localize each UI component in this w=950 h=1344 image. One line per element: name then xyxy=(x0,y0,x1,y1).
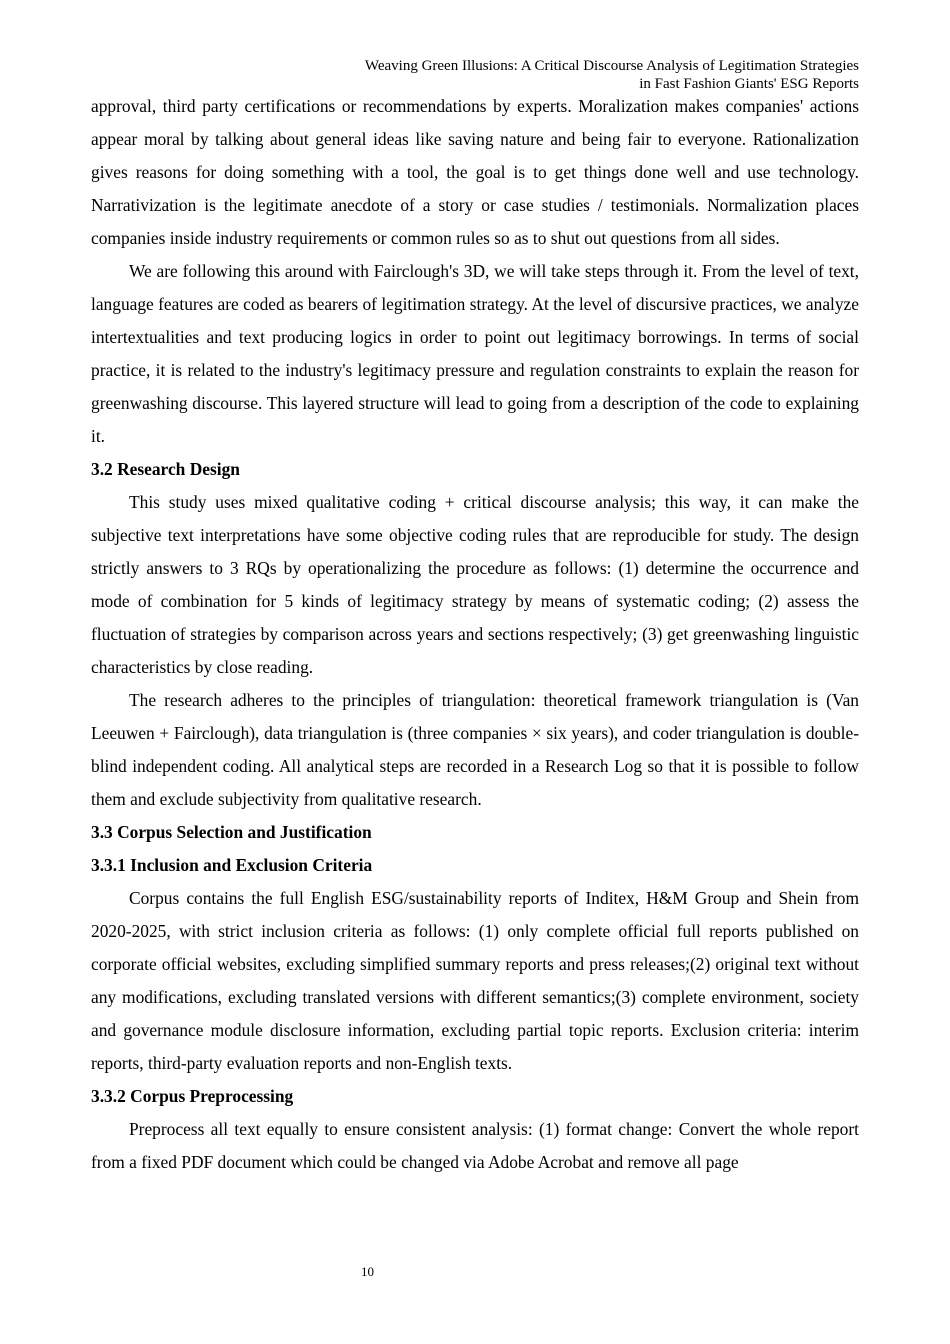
paragraph-research-design: This study uses mixed qualitative coding + critical discourse analysis; this way, it can make the subjective text interpretations have some objective coding rules that are reproducible for study. The design strictly answers to 3 RQs by operationalizing the procedure as follows: (1) determine the occurrence and mode of combination for 5 kinds of legitimacy strategy by means of systematic coding; (2) assess the fluctuation of strategies by comparison across years and sections respectively; (3) get greenwashing linguistic characteristics by close reading. xyxy=(91,492,859,677)
heading-inclusion-exclusion: 3.3.1 Inclusion and Exclusion Criteria xyxy=(91,855,373,875)
paragraph-triangulation: The research adheres to the principles of triangulation: theoretical framework triangulation is (Van Leeuwen + Fairclough), data triangulation is (three companies × six years), and coder triangulation is double-blind independent coding. All analytical steps are recorded in a Research Log so that it is possible to follow them and exclude subjectivity from qualitative research. xyxy=(91,690,859,809)
running-header-line-1: Weaving Green Illusions: A Critical Discourse Analysis of Legitimation Strategies xyxy=(364,58,859,74)
heading-corpus-selection: 3.3 Corpus Selection and Justification xyxy=(91,822,372,842)
body-text xyxy=(91,90,859,1179)
page-number: 10 xyxy=(361,1264,374,1279)
paragraph-corpus-criteria: Corpus contains the full English ESG/sustainability reports of Inditex, H&M Group and Shein from 2020-2025, with strict inclusion criteria as follows: (1) only complete official full reports published on corporate official websites, excluding simplified summary reports and press releases;(2) original text without any modifications, excluding translated versions with different semantics;(3) complete environment, society and governance module disclosure information, excluding partial topic reports. Exclusion criteria: interim reports, third-party evaluation reports and non-English texts. xyxy=(91,888,859,1073)
running-header-line-2: in Fast Fashion Giants' ESG Reports xyxy=(639,76,859,92)
running-header xyxy=(219,57,859,93)
paragraph-legitimation-strategies: approval, third party certifications or recommendations by experts. Moralization makes companies' actions appear moral by talking about general ideas like saving nature and being fair to everyone. Rationalization gives reasons for doing something with a tool, the goal is to get things done well and use technology. Narrativization is the legitimate anecdote of a story or case studies / testimonials. Normalization places companies inside industry requirements or common rules so as to shut out questions from all sides. xyxy=(91,96,859,248)
paragraph-fairclough-3d: We are following this around with Fairclough's 3D, we will take steps through it. From the level of text, language features are coded as bearers of legitimation strategy. At the level of discursive practices, we analyze intertextualities and text producing logics in order to point out legitimacy borrowings. In terms of social practice, it is related to the industry's legitimacy pressure and regulation constraints to explain the reason for greenwashing discourse. This layered structure will lead to going from a description of the code to explaining it. xyxy=(91,261,859,446)
paragraph-preprocessing: Preprocess all text equally to ensure consistent analysis: (1) format change: Convert the whole report from a fixed PDF document which could be changed via Adobe Acrobat and remove all page xyxy=(91,1119,859,1172)
heading-corpus-preprocessing: 3.3.2 Corpus Preprocessing xyxy=(91,1086,294,1106)
heading-research-design: 3.2 Research Design xyxy=(91,459,240,479)
